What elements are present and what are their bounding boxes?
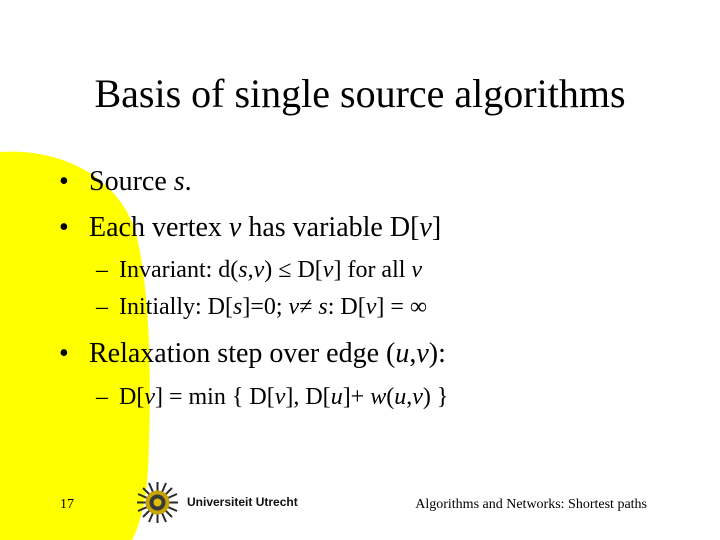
bullet-text: Relaxation step over edge (u,v): bbox=[89, 338, 446, 369]
footer-text: Algorithms and Networks: Shortest paths bbox=[415, 497, 647, 512]
university-name: Universiteit Utrecht bbox=[187, 495, 298, 509]
dash-marker: – bbox=[96, 384, 108, 410]
subbullet-text: Initially: D[s]=0; v≠ s: D[v] = ∞ bbox=[119, 294, 427, 320]
dash-marker: – bbox=[96, 257, 108, 283]
dash-marker: – bbox=[96, 294, 108, 320]
bullet-marker: • bbox=[59, 338, 69, 369]
bullet-text: Source s. bbox=[89, 166, 192, 197]
slide-title: Basis of single source algorithms bbox=[94, 71, 626, 116]
university-seal-icon bbox=[135, 480, 180, 525]
slide-number: 17 bbox=[60, 497, 74, 512]
bullet-marker: • bbox=[59, 212, 69, 243]
bullet-marker: • bbox=[59, 166, 69, 197]
bullet-text: Each vertex v has variable D[v] bbox=[89, 212, 442, 243]
subbullet-text: D[v] = min { D[v], D[u]+ w(u,v) } bbox=[119, 384, 449, 410]
subbullet-text: Invariant: d(s,v) ≤ D[v] for all v bbox=[119, 257, 423, 283]
